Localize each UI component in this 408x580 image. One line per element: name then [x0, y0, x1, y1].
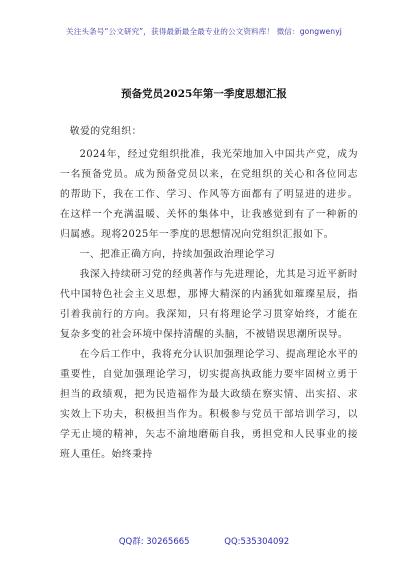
paragraph-2: 我深入持续研习党的经典著作与先进理论，尤其是习近平新时代中国特色社会主义思想，那博大精深的内涵犹如璀璨星辰，指引着我前行的方向。我深知，只有将理论学习贯穿始终，才能在复杂多变的社会环境中保持清醒的头脑，不被错误思潮所误导。 [60, 269, 358, 340]
paragraph-3: 在今后工作中，我将充分认识加强理论学习、提高理论水平的重要性，自觉加强理论学习，切实提高执政能力要牢固树立勇于担当的政绩观，把为民造福作为最大政绩在察实情、出实招、求实效上下功夫，积极担当作为。积极参与党员干部培训学习，以学无止境的精神，矢志不渝地磨砺自我，勇担党和人民事业的接班人重任。始终秉持 [60, 349, 358, 460]
document-title: 预备党员2025年第一季度思想汇报 [121, 88, 287, 100]
header-note: 关注头条号“公文研究”，获得最新最全最专业的公文资料库！ 微信：gongwenyj [66, 27, 342, 36]
paragraph-1: 2024年，经过党组织批准，我光荣地加入中国共产党，成为一名预备党员。成为预备党员以来，在党组织的关心和各位同志的帮助下，我在工作、学习、作风等方面都有了明显进的进步。在这样一个充满温暖、关怀的集体中，让我感觉到有了一种新的归属感。现将2025年一季度的思想情况向党组织汇报如下。 [60, 149, 358, 240]
section-heading-1: 一、把准正确方向，持续加强政治理论学习 [79, 249, 276, 260]
footer [0, 535, 408, 547]
salutation: 敬爱的党组织： [69, 126, 142, 137]
document-body [60, 122, 358, 465]
footer-qq-group: QQ群: 30265665 [118, 537, 190, 547]
footer-qq: QQ:535304092 [224, 537, 290, 547]
